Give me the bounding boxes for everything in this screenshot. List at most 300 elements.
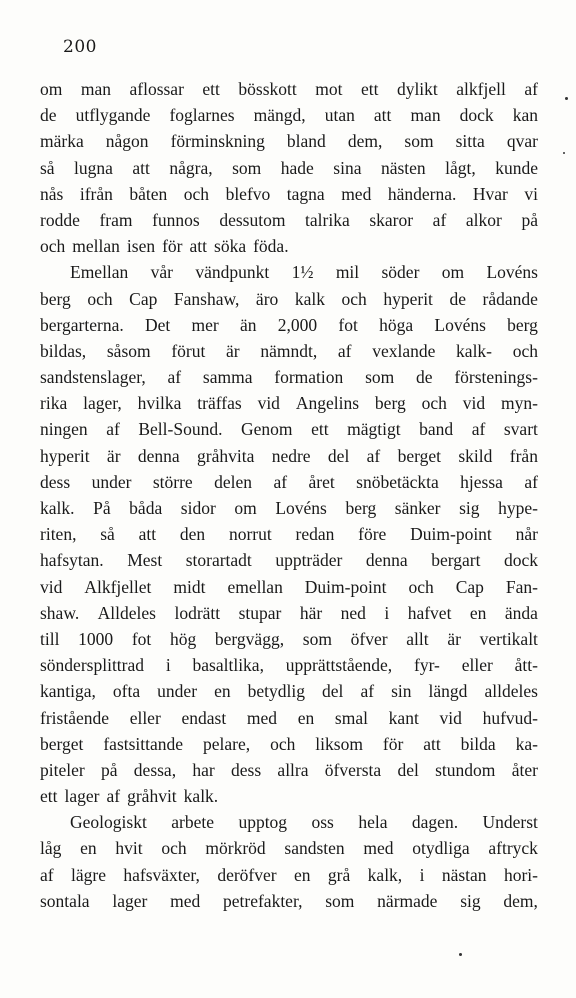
word: eller — [129, 707, 161, 728]
word: berget — [40, 733, 84, 754]
word: norrut — [228, 524, 272, 545]
word: hafsväxter, — [123, 864, 200, 885]
word: berg — [507, 314, 538, 335]
word: förstenings- — [454, 367, 538, 388]
word: några, — [169, 157, 213, 178]
text-line — [40, 574, 538, 600]
word: och — [341, 288, 367, 309]
word: kantiga, — [40, 681, 96, 702]
word: fastsittande — [103, 733, 184, 754]
word: dock — [459, 105, 494, 126]
word: under — [157, 681, 198, 702]
word: märka — [40, 131, 84, 152]
word: ningen — [40, 419, 88, 440]
word: Angelins — [295, 393, 360, 414]
word: att — [423, 733, 441, 754]
word: foglarnes — [169, 105, 235, 126]
word: för — [382, 733, 404, 754]
word: rodde — [40, 209, 80, 230]
text-line — [40, 416, 538, 442]
word: arbete — [171, 812, 214, 833]
word: blefvo — [225, 183, 271, 204]
word: ett — [202, 79, 220, 99]
word: vertikalt — [479, 628, 538, 649]
word: Mest — [127, 550, 163, 571]
word: kalk- — [456, 340, 493, 361]
word: ett — [40, 786, 58, 807]
word: att — [138, 524, 157, 545]
body-text — [40, 76, 538, 914]
word: ett — [360, 79, 379, 99]
word: fot — [131, 628, 152, 649]
word: shaw. — [40, 602, 80, 623]
text-line — [40, 809, 538, 835]
word: en — [214, 681, 231, 702]
word: och — [40, 236, 66, 257]
word: en — [297, 707, 315, 728]
word: och — [270, 733, 296, 754]
word: året — [308, 471, 335, 492]
word: om — [40, 79, 63, 99]
word: bergvägg, — [214, 628, 285, 649]
word: talrika — [305, 209, 350, 230]
word: ifrån — [79, 183, 113, 204]
word: i — [165, 655, 171, 676]
word: stupar — [238, 602, 282, 623]
text-line — [40, 862, 538, 888]
text-line — [40, 76, 538, 102]
word: oss — [311, 812, 334, 833]
word: hjessa — [460, 471, 503, 492]
word: nästen — [380, 157, 426, 178]
word: mer — [191, 314, 219, 335]
word: lägre — [71, 864, 106, 885]
word: mängd, — [253, 105, 306, 126]
word: bergart — [431, 550, 481, 571]
text-line — [40, 312, 538, 338]
word: hype- — [498, 498, 538, 518]
text-line — [40, 626, 538, 652]
word: åter — [511, 759, 538, 780]
word: mot — [315, 79, 343, 99]
word: som — [404, 131, 434, 152]
word: hvit — [115, 838, 143, 859]
word: att — [189, 236, 208, 257]
text-line — [40, 547, 538, 573]
word: piteler — [40, 759, 85, 780]
word: vändpunkt — [195, 262, 270, 283]
word: från — [509, 445, 538, 466]
word: Underst — [482, 812, 538, 833]
word: del — [397, 759, 419, 780]
word: den — [179, 524, 206, 545]
word: om — [234, 498, 257, 518]
word: af — [524, 79, 538, 99]
word: öfversta — [324, 759, 382, 780]
word: med — [341, 183, 372, 204]
word: band — [419, 419, 454, 440]
word: af — [40, 864, 54, 885]
text-line — [40, 207, 538, 233]
word: är — [447, 628, 461, 649]
text-line — [40, 443, 538, 469]
word: af — [471, 419, 486, 440]
word: grå — [327, 864, 351, 885]
word: utan — [324, 105, 355, 126]
word: fristående — [40, 707, 109, 728]
word: petrefakter, — [223, 890, 303, 911]
word: sin — [391, 681, 412, 702]
word: träffas — [197, 393, 242, 414]
word: bilda — [460, 733, 496, 754]
word: mil — [335, 262, 360, 283]
word: är — [226, 340, 240, 361]
word: man — [80, 79, 111, 99]
word: af — [360, 681, 375, 702]
word: Fan- — [505, 576, 538, 597]
word: med — [246, 707, 278, 728]
text-line — [40, 521, 538, 547]
word: närmade — [377, 890, 438, 911]
word: dem, — [503, 890, 538, 911]
text-line — [40, 233, 538, 259]
word: formation — [274, 367, 344, 388]
word: lågt, — [445, 157, 476, 178]
word: här — [299, 602, 323, 623]
word: riten, — [40, 524, 77, 545]
word: sitta — [455, 131, 485, 152]
text-line — [40, 128, 538, 154]
word: att — [132, 157, 150, 178]
word: gråhvita — [197, 445, 255, 466]
word: med — [170, 890, 201, 911]
print-speck — [459, 953, 462, 956]
word: 1000 — [78, 628, 114, 649]
word: så — [100, 524, 115, 545]
word: dessutom — [219, 209, 286, 230]
word: hafsytan. — [40, 550, 104, 571]
text-line — [40, 390, 538, 416]
word: händerna. — [387, 183, 457, 204]
word: som — [302, 628, 332, 649]
word: af — [337, 340, 352, 361]
word: dem, — [347, 131, 383, 152]
text-line — [40, 705, 538, 731]
word: man — [410, 105, 441, 126]
word: vid — [257, 393, 280, 414]
word: emellan — [227, 576, 283, 597]
word: eller — [461, 655, 493, 676]
word: med — [363, 838, 394, 859]
word: förut — [171, 340, 206, 361]
word: sontala — [40, 890, 90, 911]
word: storartadt — [185, 550, 252, 571]
word: en — [469, 602, 487, 623]
word: en — [294, 864, 311, 885]
word: sandstenslager, — [40, 367, 146, 388]
word: af — [106, 419, 120, 440]
word: alkor — [465, 209, 502, 230]
word: och — [421, 393, 447, 414]
word: Genom — [241, 419, 293, 440]
word: hori- — [503, 864, 538, 885]
word: hvilka — [137, 393, 182, 414]
word: Alkfjellet — [84, 576, 152, 597]
word: Lovéns — [486, 262, 538, 283]
word: bergarterna. — [40, 314, 124, 335]
print-speck — [565, 97, 568, 100]
word: lager, — [83, 393, 122, 414]
text-line — [40, 469, 538, 495]
word: är — [106, 445, 121, 466]
page-number: 200 — [63, 37, 97, 57]
word: myn- — [501, 393, 538, 414]
word: under — [91, 471, 132, 492]
word: hafvet — [407, 602, 452, 623]
word: Fanshaw, — [173, 288, 240, 309]
word: Bell-Sound. — [138, 419, 223, 440]
word: att — [373, 105, 392, 126]
word: Lovéns — [275, 498, 327, 518]
word: aftryck — [488, 838, 538, 859]
word: i — [384, 602, 390, 623]
word: som — [365, 367, 395, 388]
word: hög — [169, 628, 197, 649]
word: de — [449, 288, 466, 309]
word: betydlig — [247, 681, 305, 702]
word: Alldeles — [97, 602, 156, 623]
word: i — [419, 864, 425, 885]
word: ått- — [514, 655, 538, 676]
word: af — [106, 786, 121, 807]
word: de — [416, 367, 433, 388]
word: som — [325, 890, 355, 911]
word: än — [239, 314, 257, 335]
word: lodrätt — [174, 602, 221, 623]
word: sidor — [180, 498, 216, 518]
word: ned — [340, 602, 366, 623]
word: på — [100, 759, 118, 780]
word: delen — [214, 471, 253, 492]
word: fyr- — [414, 655, 440, 676]
word: båda — [129, 498, 163, 518]
word: Lovéns — [434, 314, 486, 335]
word: samma — [202, 367, 253, 388]
text-line — [40, 181, 538, 207]
word: utflygande — [75, 105, 151, 126]
word: föda. — [253, 236, 289, 257]
word: Hvar — [472, 183, 508, 204]
text-line — [40, 259, 538, 285]
word: kunde — [495, 157, 538, 178]
word: vid — [40, 576, 63, 597]
word: endast — [181, 707, 227, 728]
word: svart — [503, 419, 538, 440]
word: lugna — [74, 157, 113, 178]
word: hyperit — [40, 445, 90, 466]
word: Cap — [129, 288, 158, 309]
word: snöbetäckta — [356, 471, 439, 492]
word: af — [432, 209, 447, 230]
word: sandsten — [284, 838, 345, 859]
text-line — [40, 600, 538, 626]
word: vid — [439, 707, 462, 728]
word: öfver — [350, 628, 388, 649]
word: redan — [295, 524, 335, 545]
word: skaror — [369, 209, 414, 230]
word: denna — [365, 550, 408, 571]
word: Geologiskt — [70, 812, 147, 833]
word: bland — [286, 131, 326, 152]
word: allra — [277, 759, 309, 780]
word: hade — [280, 157, 314, 178]
text-line — [40, 364, 538, 390]
word: låg — [40, 838, 62, 859]
word: otydliga — [412, 838, 470, 859]
text-line — [40, 835, 538, 861]
word: och — [183, 183, 210, 204]
print-speck — [563, 152, 565, 154]
word: dock — [503, 550, 538, 571]
word: berg — [374, 393, 406, 414]
word: funnos — [152, 209, 200, 230]
word: kan — [512, 105, 538, 126]
word: midt — [173, 576, 206, 597]
word: ka- — [515, 733, 538, 754]
word: och — [512, 340, 538, 361]
word: söka — [214, 236, 247, 257]
word: af — [273, 471, 288, 492]
word: och — [87, 288, 113, 309]
word: på — [521, 209, 538, 230]
word: bildas, — [40, 340, 87, 361]
word: nästan — [441, 864, 487, 885]
word: en — [80, 838, 97, 859]
word: mellan — [72, 236, 120, 257]
word: för — [162, 236, 183, 257]
text-line — [40, 652, 538, 678]
word: till — [40, 628, 60, 649]
word: dagen. — [411, 812, 459, 833]
word: före — [358, 524, 387, 545]
word: stundom — [435, 759, 496, 780]
word: lager — [64, 786, 100, 807]
word: lager — [112, 890, 148, 911]
word: alldeles — [484, 681, 538, 702]
word: af — [167, 367, 182, 388]
word: dess — [231, 759, 262, 780]
word: om — [441, 262, 465, 283]
word: höga — [379, 314, 414, 335]
word: denna — [137, 445, 180, 466]
word: har — [192, 759, 215, 780]
word: liksom — [315, 733, 363, 754]
word: hela — [358, 812, 388, 833]
word: Emellan — [70, 262, 129, 283]
word: ofta — [112, 681, 141, 702]
word: såsom — [106, 340, 151, 361]
word: aflossar — [129, 79, 184, 99]
word: båten — [129, 183, 168, 204]
word: sig — [459, 498, 480, 518]
word: mägtigt — [347, 419, 401, 440]
word: bösskott — [238, 79, 297, 99]
word: hyperit — [383, 288, 433, 309]
word: ända — [504, 602, 538, 623]
word: så — [40, 157, 55, 178]
word: når — [515, 524, 538, 545]
word: fot — [338, 314, 358, 335]
word: del — [322, 681, 344, 702]
word: berg — [345, 498, 377, 518]
word: vexlande — [372, 340, 436, 361]
word: sina — [333, 157, 362, 178]
word: tagna — [286, 183, 325, 204]
word: 2,000 — [277, 314, 318, 335]
word: de — [40, 105, 57, 126]
word: Cap — [455, 576, 484, 597]
word: isen — [126, 236, 156, 257]
text-line — [40, 731, 538, 757]
text-line — [40, 783, 538, 809]
word: längd — [428, 681, 468, 702]
word: sänker — [394, 498, 441, 518]
word: basaltlika, — [192, 655, 264, 676]
word: äro — [255, 288, 279, 309]
word: sig — [460, 890, 481, 911]
word: smal — [334, 707, 368, 728]
word: vår — [150, 262, 174, 283]
word: Duim-point — [410, 524, 492, 545]
word: På — [93, 498, 111, 518]
word: gråhvit — [127, 786, 177, 807]
word: mörkröd — [205, 838, 266, 859]
word: dessa, — [133, 759, 177, 780]
text-line — [40, 338, 538, 364]
word: vi — [524, 183, 538, 204]
text-line — [40, 155, 538, 181]
word: 1½ — [291, 262, 314, 283]
word: del — [327, 445, 350, 466]
text-line — [40, 102, 538, 128]
word: nedre — [271, 445, 311, 466]
word: berg — [40, 288, 71, 309]
word: dylikt — [396, 79, 438, 99]
word: större — [152, 471, 193, 492]
word: kalk. — [40, 498, 75, 518]
word: kant — [388, 707, 419, 728]
text-line — [40, 495, 538, 521]
word: rådande — [482, 288, 538, 309]
word: ett — [311, 419, 329, 440]
word: qvar — [506, 131, 538, 152]
word: nås — [40, 183, 64, 204]
word: skild — [458, 445, 493, 466]
word: upptog — [238, 812, 288, 833]
word: af — [366, 445, 381, 466]
word: någon — [105, 131, 149, 152]
word: nämndt, — [260, 340, 318, 361]
word: upprättstående, — [285, 655, 393, 676]
word: deröfver — [217, 864, 277, 885]
word: och — [161, 838, 187, 859]
word: söndersplittrad — [40, 655, 145, 676]
word: af — [524, 471, 538, 492]
word: söder — [381, 262, 420, 283]
text-line — [40, 678, 538, 704]
word: fram — [99, 209, 133, 230]
word: uppträder — [275, 550, 343, 571]
